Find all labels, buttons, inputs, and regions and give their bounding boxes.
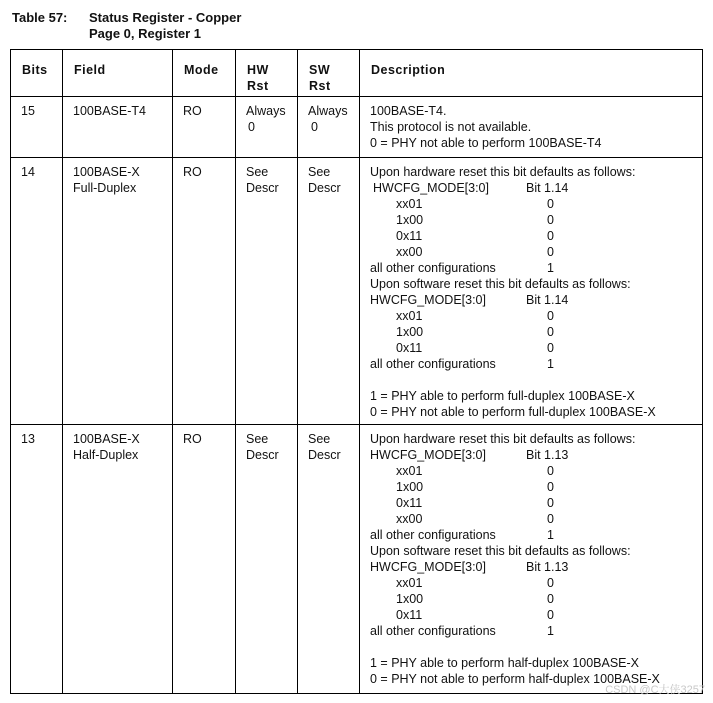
cell-mode: RO [173,425,236,694]
cell-field: 100BASE-T4 [63,97,173,158]
cell-field: 100BASE-X Half-Duplex [63,425,173,694]
cell-sw-rst: See Descr [298,158,360,425]
cell-mode: RO [173,97,236,158]
cell-bits: 13 [11,425,63,694]
header-field: Field [63,50,173,97]
cell-field: 100BASE-X Full-Duplex [63,158,173,425]
caption-label: Table 57: [12,10,68,25]
cell-sw-rst: See Descr [298,425,360,694]
caption-subtitle: Page 0, Register 1 [89,26,201,41]
header-hw-rst: HW Rst [236,50,298,97]
table-row [11,158,703,425]
cell-bits: 15 [11,97,63,158]
cell-bits: 14 [11,158,63,425]
table-row [11,97,703,158]
status-register-table [10,49,703,694]
cell-sw-rst: Always 0 [298,97,360,158]
cell-mode: RO [173,158,236,425]
header-mode: Mode [173,50,236,97]
table-row [11,425,703,694]
header-row [11,50,703,97]
cell-description: Upon hardware reset this bit defaults as follows: HWCFG_MODE[3:0] Bit 1.13 xx01 0 1x00 0 0x11 0 xx00 0 all other configurations 1 Upon software reset this bit defaults as follows: HWCFG_MODE[3:0] Bit 1.13 xx01 0 1x00 0 0x11 0 all other configurations 1 1 = PHY able to perform half-duplex 100BASE-X 0 = PHY not able to perform half-duplex 100BASE-X [360,425,703,694]
watermark: CSDN @C大侠3257 [605,684,705,696]
header-bits: Bits [11,50,63,97]
cell-hw-rst: See Descr [236,425,298,694]
table-caption [12,10,241,42]
cell-description: 100BASE-T4. This protocol is not available. 0 = PHY not able to perform 100BASE-T4 [360,97,703,158]
cell-hw-rst: See Descr [236,158,298,425]
cell-description: Upon hardware reset this bit defaults as follows: HWCFG_MODE[3:0] Bit 1.14 xx01 0 1x00 0 0x11 0 xx00 0 all other configurations 1 Upon software reset this bit defaults as follows: HWCFG_MODE[3:0] Bit 1.14 xx01 0 1x00 0 0x11 0 all other configurations 1 1 = PHY able to perform full-duplex 100BASE-X 0 = PHY not able to perform full-duplex 100BASE-X [360,158,703,425]
caption-title: Status Register - Copper [89,10,242,25]
header-description: Description [360,50,703,97]
header-sw-rst: SW Rst [298,50,360,97]
cell-hw-rst: Always 0 [236,97,298,158]
